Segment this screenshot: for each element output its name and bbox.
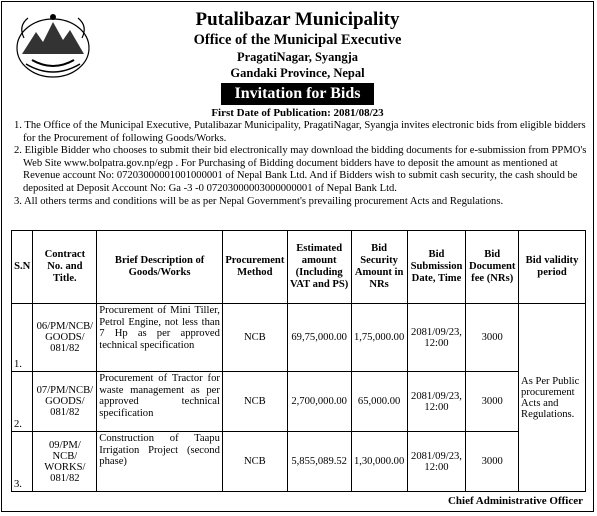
row-contract: 06/PM/NCB/ GOODS/ 081/82: [33, 304, 97, 372]
row-description: Procurement of Tractor for waste management as per approved technical specification: [97, 372, 223, 432]
header-submission: Bid Submission Date, Time: [407, 231, 466, 304]
row-security: 1,30,000.00: [351, 432, 407, 492]
point-2: 2. Eligible Bidder who chooses to submit their bid electronically may download the bidding documents for e-submission from PPMO's Web Site www.bolpatra.gov.np/egp . For Purchasing of Bidding document bidders have to deposit the amount as mentioned at Revenue account No: 07203000001001000001 of Nepal Bank Ltd. And if Bidders wish to submit cash security, the cash should be deposited at Deposit Account No: Ga -3 -0 07203000003000000001 of Nepal Bank Ltd.: [14, 145, 587, 194]
row-amount: 5,855,089.52: [287, 432, 351, 492]
row-sn: 3.: [12, 432, 33, 492]
row-date: 2081/09/23, 12:00: [407, 304, 466, 372]
row-method: NCB: [222, 372, 287, 432]
row-fee: 3000: [466, 372, 519, 432]
address-line-2: Gandaki Province, Nepal: [230, 66, 365, 80]
publication-date: First Date of Publication: 2081/08/23: [211, 107, 384, 119]
header-amount: Estimated amount (Including VAT and PS): [287, 231, 351, 304]
notice-page: [1, 1, 594, 512]
office-name: Office of the Municipal Executive: [193, 32, 402, 48]
point-1: 1. The Office of the Municipal Executive, Putalibazar Municipality, PragatiNagar, Syangja invites electronic bids from eligible bidders for the Procurement of following Goods/Works.: [14, 120, 586, 144]
table-row: [12, 372, 586, 432]
organization-name: Putalibazar Municipality: [195, 9, 400, 30]
validity-period: As Per Public procurement Acts and Regulations.: [519, 304, 586, 492]
header-method: Procurement Method: [222, 231, 287, 304]
header-sn: S.N: [12, 231, 33, 304]
row-fee: 3000: [466, 304, 519, 372]
row-fee: 3000: [466, 432, 519, 492]
row-amount: 69,75,000.00: [287, 304, 351, 372]
notice-title-banner: Invitation for Bids: [221, 83, 375, 105]
row-sn: 1.: [12, 304, 33, 372]
row-description: Construction of Taapu Irrigation Project (second phase): [97, 432, 223, 492]
row-contract: 09/PM/ NCB/ WORKS/ 081/82: [33, 432, 97, 492]
row-amount: 2,700,000.00: [287, 372, 351, 432]
row-sn: 2.: [12, 372, 33, 432]
header-validity: Bid validity period: [519, 231, 586, 304]
row-method: NCB: [222, 432, 287, 492]
row-method: NCB: [222, 304, 287, 372]
row-date: 2081/09/23, 12:00: [407, 372, 466, 432]
header-security: Bid Security Amount in NRs: [351, 231, 407, 304]
nepal-emblem-icon: [12, 8, 94, 80]
row-date: 2081/09/23, 12:00: [407, 432, 466, 492]
header-fee: Bid Document fee (NRs): [466, 231, 519, 304]
row-security: 1,75,000.00: [351, 304, 407, 372]
signatory: Chief Administrative Officer: [447, 495, 583, 507]
row-description: Procurement of Mini Tiller, Petrol Engine, not less than 7 Hp as per approved technical specification: [97, 304, 223, 372]
table-row: [12, 304, 586, 372]
point-3: 3. All others terms and conditions will be as per Nepal Government's prevailing procurement Acts and Regulations.: [14, 195, 504, 207]
table-row: [12, 432, 586, 492]
row-contract: 07/PM/NCB/ GOODS/ 081/82: [33, 372, 97, 432]
row-security: 65,000.00: [351, 372, 407, 432]
header-contract: Contract No. and Title.: [33, 231, 97, 304]
address-line-1: PragatiNagar, Syangja: [236, 50, 359, 64]
bids-table: [11, 230, 586, 492]
header-description: Brief Description of Goods/Works: [97, 231, 223, 304]
notice-points: [14, 120, 593, 208]
